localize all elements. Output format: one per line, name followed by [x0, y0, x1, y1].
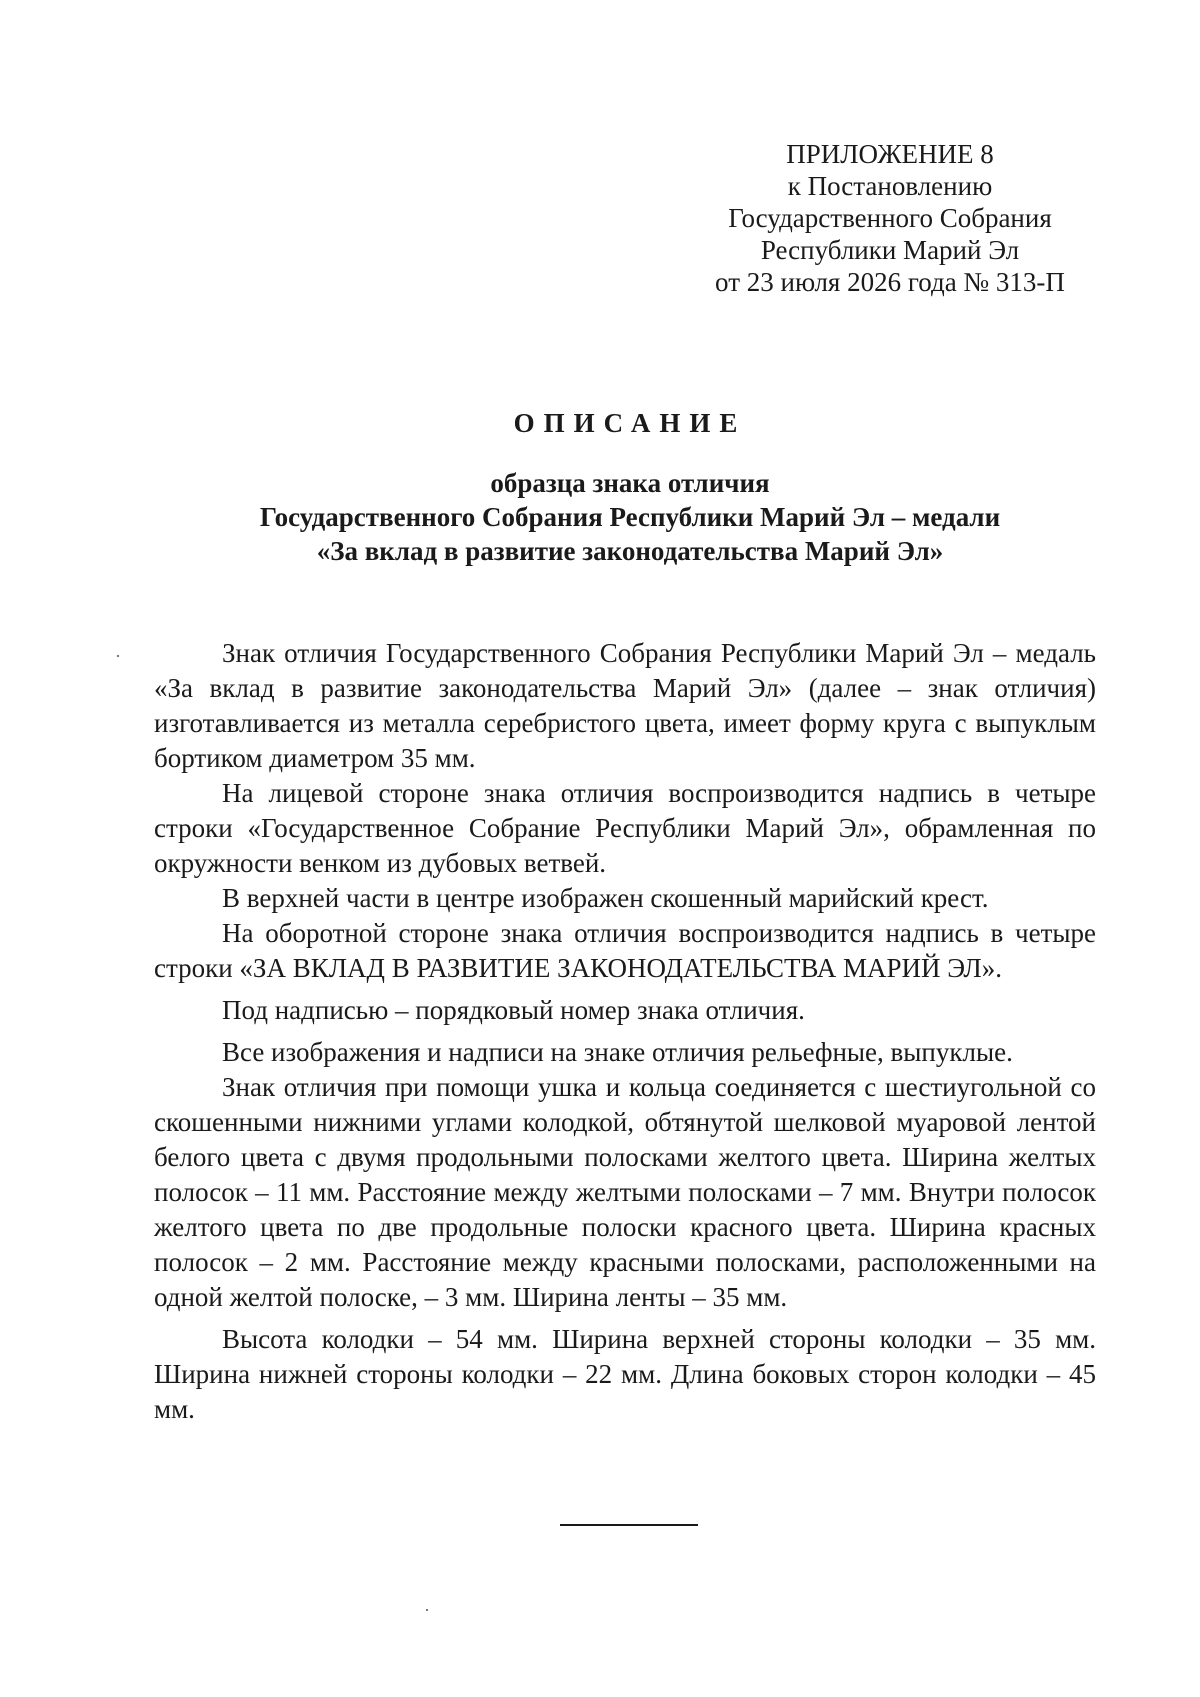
paragraph-7: Знак отличия при помощи ушка и кольца соединяется с шестиугольной со скошенными нижними углами колодкой, обтянутой шелковой муаровой лентой белого цвета с двумя продольными полосками желтого цвета. Ширина желтых полосок – 11 мм. Расстояние между желтыми полосками – 7 мм. Внутри полосок желтого цвета по две продольные полоски красного цвета. Ширина красных полосок – 2 мм. Расстояние между красными полосками, расположенными на одной желтой полоске, – 3 мм. Ширина ленты – 35 мм.: [154, 1072, 1096, 1312]
subtitle-line-2: Государственного Собрания Республики Марий Эл – медали: [259, 502, 1001, 532]
appendix-header: [690, 138, 1090, 298]
document-body: [154, 636, 1096, 1427]
appendix-number: ПРИЛОЖЕНИЕ 8: [786, 139, 994, 169]
appendix-reference: к Постановлению: [787, 171, 993, 201]
paragraph-2: На лицевой стороне знака отличия воспроизводится надпись в четыре строки «Государственное Собрание Республики Марий Эл», обрамленная по окружности венком из дубовых ветвей.: [154, 778, 1096, 878]
document-subtitle: [0, 466, 1200, 568]
paragraph-1: Знак отличия Государственного Собрания Республики Марий Эл – медаль «За вклад в развитие законодательства Марий Эл» (далее – знак отличия) изготавливается из металла серебристого цвета, имеет форму круга с выпуклым бортиком диаметром 35 мм.: [154, 638, 1096, 773]
subtitle-line-3: «За вклад в развитие законодательства Марий Эл»: [316, 536, 944, 566]
paragraph-5: Под надписью – порядковый номер знака отличия.: [222, 995, 805, 1025]
appendix-issuer: Государственного Собрания: [728, 203, 1052, 233]
paragraph-4: На оборотной стороне знака отличия воспроизводится надпись в четыре строки «ЗА ВКЛАД В РАЗВИТИЕ ЗАКОНОДАТЕЛЬСТВА МАРИЙ ЭЛ».: [154, 918, 1096, 983]
appendix-region: Республики Марий Эл: [760, 235, 1020, 265]
scan-speck: [117, 655, 119, 657]
end-divider: [560, 1524, 698, 1526]
subtitle-line-1: образца знака отличия: [490, 468, 770, 498]
paragraph-6: Все изображения и надписи на знаке отличия рельефные, выпуклые.: [222, 1037, 1013, 1067]
appendix-date-number: от 23 июля 2026 года № 313-П: [715, 267, 1065, 297]
paragraph-3: В верхней части в центре изображен скошенный марийский крест.: [222, 883, 989, 913]
paragraph-8: Высота колодки – 54 мм. Ширина верхней стороны колодки – 35 мм. Ширина нижней стороны колодки – 22 мм. Длина боковых сторон колодки – 45 мм.: [154, 1324, 1096, 1424]
scan-speck: [426, 1609, 428, 1611]
document-title: ОПИСАНИЕ: [513, 408, 747, 438]
